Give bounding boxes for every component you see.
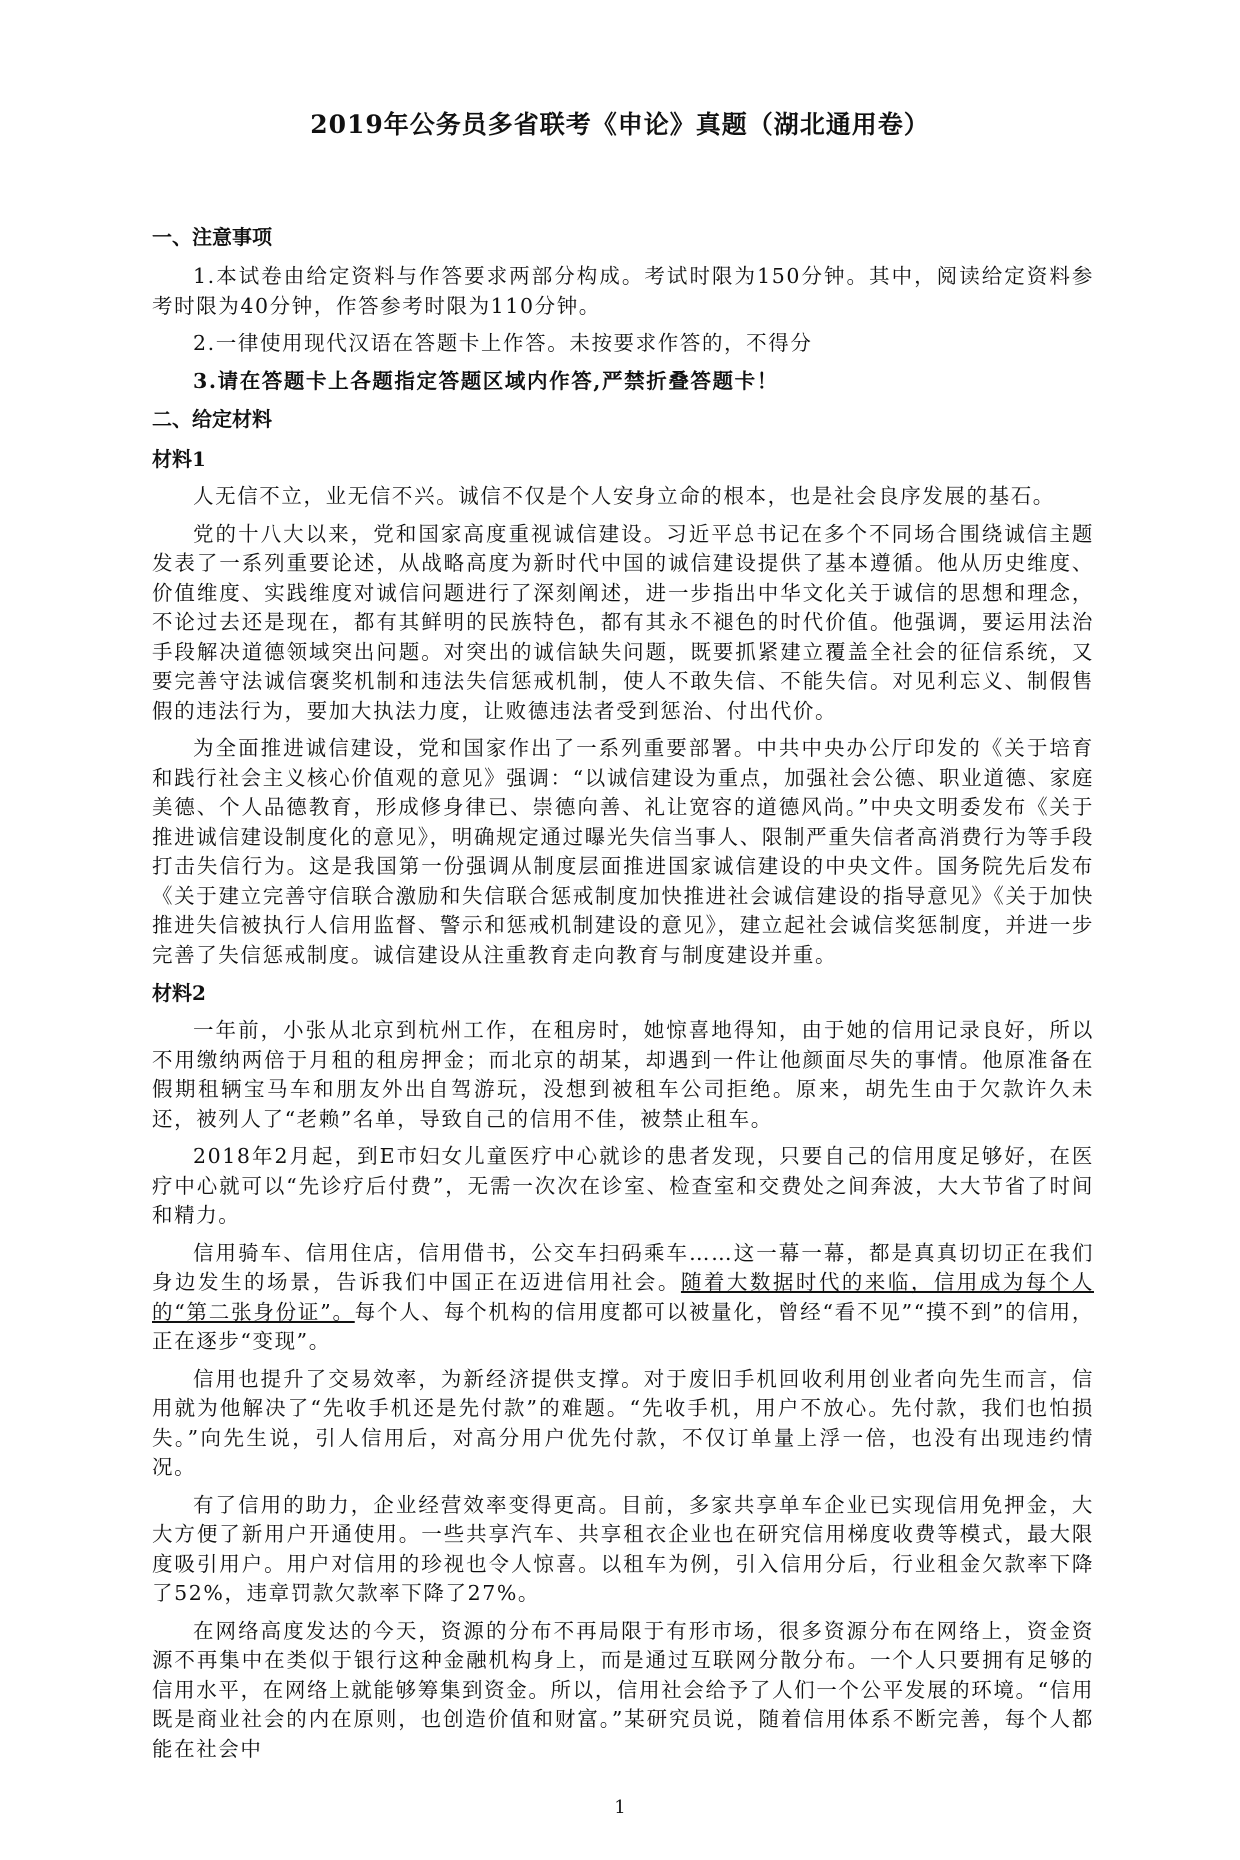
paragraph [152,1239,1094,1357]
material-1-label: 材料1 [152,447,206,471]
paragraph: 2018年2月起，到E市妇女儿童医疗中心就诊的患者发现，只要自己的信用度足够好，在医疗中心就可以“先诊疗后付费”，无需一次次在诊室、检查室和交费处之间奔波，大大节省了时间和精力。 [152,1144,1094,1227]
note-item-bold: 3.请在答题卡上各题指定答题区域内作答,严禁折叠答题卡！ [193,368,779,393]
paragraph: 在网络高度发达的今天，资源的分布不再局限于有形市场，很多资源分布在网络上，资金资源不再集中在类似于银行这种金融机构身上，而是通过互联网分散分布。一个人只要拥有足够的信用水平，在网络上就能够筹集到资金。所以，信用社会给予了人们一个公平发展的环境。“信用既是商业社会的内在原则，也创造价值和财富。”某研究员说，随着信用体系不断完善，每个人都能在社会中 [152,1618,1094,1761]
underlined-text: 随着大数据时代的来临，信用成为每个人的“第二张身份证”。 [152,1270,1094,1324]
paragraph: 为全面推进诚信建设，党和国家作出了一系列重要部署。中共中央办公厅印发的《关于培育和践行社会主义核心价值观的意见》强调：“以诚信建设为重点，加强社会公德、职业道德、家庭美德、个人品德教育，形成修身律已、崇德向善、礼让宽容的道德风尚。”中央文明委发布《关于推进诚信建设制度化的意见》，明确规定通过曝光失信当事人、限制严重失信者高消费行为等手段打击失信行为。这是我国第一份强调从制度层面推进国家诚信建设的中央文件。国务院先后发布《关于建立完善守信联合激励和失信联合惩戒制度加快推进社会诚信建设的指导意见》《关于加快推进失信被执行人信用监督、警示和惩戒机制建设的意见》，建立起社会诚信奖惩制度，并进一步完善了失信惩戒制度。诚信建设从注重教育走向教育与制度建设并重。 [152,736,1094,967]
paragraph: 一年前，小张从北京到杭州工作，在租房时，她惊喜地得知，由于她的信用记录良好，所以不用缴纳两倍于月租的租房押金；而北京的胡某，却遇到一件让他颜面尽失的事情。他原准备在假期租辆宝马车和朋友外出自驾游玩，没想到被租车公司拒绝。原来，胡先生由于欠款许久未还，被列人了“老赖”名单，导致自己的信用不佳，被禁止租车。 [152,1018,1094,1131]
page-title: 2019年公务员多省联考《申论》真题（湖北通用卷） [310,110,930,139]
paragraph: 有了信用的助力，企业经营效率变得更高。目前，多家共享单车企业已实现信用免押金，大大方便了新用户开通使用。一些共享汽车、共享租衣企业也在研究信用梯度收费等模式，最大限度吸引用户。用户对信用的珍视也令人惊喜。以租车为例，引入信用分后，行业租金欠款率下降了52%，违章罚款欠款率下降了27%。 [152,1492,1094,1605]
text-segment: 每个人、每个机构的信用度都可以被量化，曾经“看不见”“摸不到”的信用，正在逐步“变现”。 [152,1299,1094,1353]
section-heading-materials: 二、给定材料 [152,407,272,431]
document-body [152,222,1094,1772]
page-number: 1 [614,1797,626,1818]
paragraph: 人无信不立，业无信不兴。诚信不仅是个人安身立命的根本，也是社会良序发展的基石。 [193,484,1055,508]
note-item: 1.本试卷由给定资料与作答要求两部分构成。考试时限为150分钟。其中，阅读给定资料参考时限为40分钟，作答参考时限为110分钟。 [152,264,1094,318]
note-item: 2.一律使用现代汉语在答题卡上作答。未按要求作答的，不得分 [193,331,813,355]
paragraph: 党的十八大以来，党和国家高度重视诚信建设。习近平总书记在多个不同场合围绕诚信主题发表了一系列重要论述，从战略高度为新时代中国的诚信建设提供了基本遵循。他从历史维度、价值维度、实践维度对诚信问题进行了深刻阐述，进一步指出中华文化关于诚信的思想和理念，不论过去还是现在，都有其鲜明的民族特色，都有其永不褪色的时代价值。他强调，要运用法治手段解决道德领域突出问题。对突出的诚信缺失问题，既要抓紧建立覆盖全社会的征信系统，又要完善守法诚信褒奖机制和违法失信惩戒机制，使人不敢失信、不能失信。对见利忘义、制假售假的违法行为，要加大执法力度，让败德违法者受到惩治、付出代价。 [152,521,1094,723]
paragraph: 信用也提升了交易效率，为新经济提供支撑。对于废旧手机回收利用创业者向先生而言，信用就为他解决了“先收手机还是先付款”的难题。“先收手机，用户不放心。先付款，我们也怕损失。”向先生说，引人信用后，对高分用户优先付款，不仅订单量上浮一倍，也没有出现违约情况。 [152,1366,1094,1479]
material-2-label: 材料2 [152,981,206,1005]
text-segment: 信用骑车、信用住店，信用借书，公交车扫码乘车……这一幕一幕，都是真真切切正在我们身边发生的场景，告诉我们中国正在迈进信用社会。 [152,1240,1094,1294]
section-heading-notes: 一、注意事项 [152,225,272,249]
